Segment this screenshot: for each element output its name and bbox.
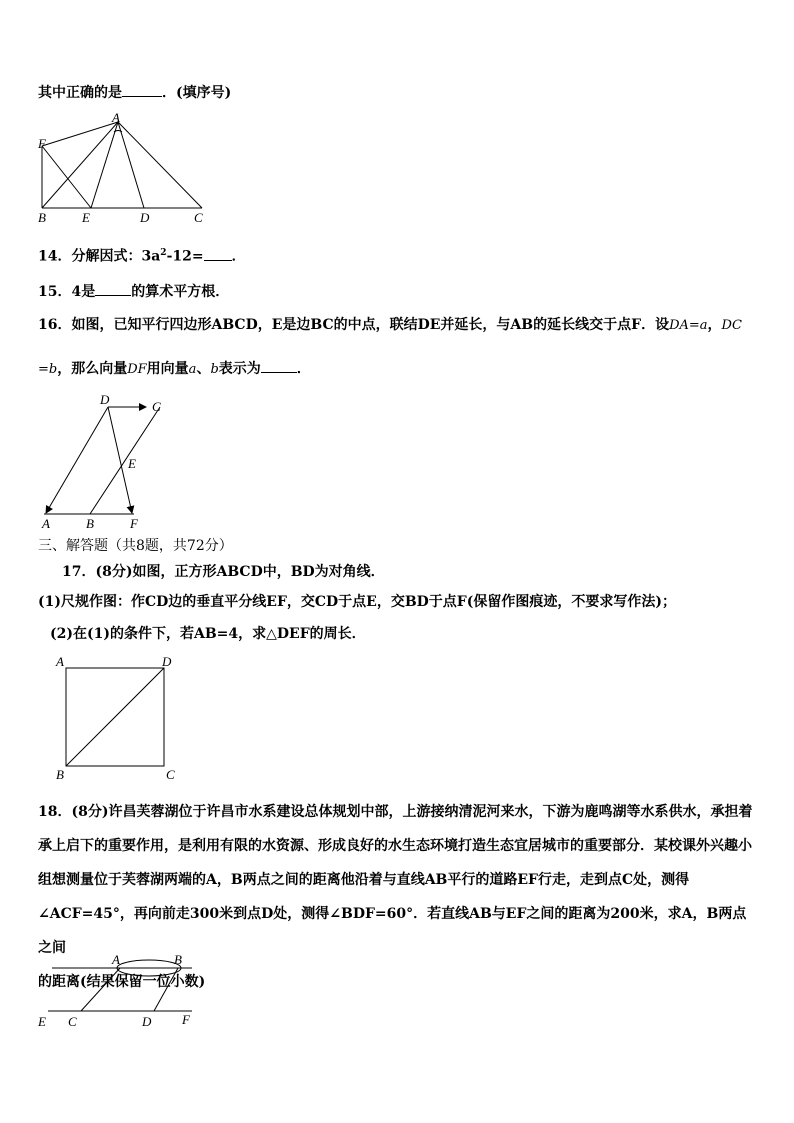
question-15 xyxy=(38,281,229,301)
q15-prefix: 15．4是 xyxy=(38,284,96,300)
question-17-stem: 17．(8分)如图，正方形ABCD中，BD为对角线． xyxy=(62,564,385,580)
q14-rest: -12= xyxy=(166,248,204,265)
q14-prefix: 14．分解因式：3a xyxy=(38,248,161,265)
label-D: D xyxy=(100,392,110,407)
label-C: C xyxy=(166,767,175,782)
q14-end: ． xyxy=(231,248,246,265)
figure-16-diagram xyxy=(36,392,176,532)
label-E: E xyxy=(38,1014,46,1029)
q14-exponent: 2 xyxy=(160,248,167,258)
q13-suffix: ．(填序号) xyxy=(162,85,232,101)
question-17-part-1: (1)尺规作图：作CD边的垂直平分线EF，交CD于点E，交BD于点F(保留作图痕迹，不要求写作法)； xyxy=(38,594,676,610)
section-3-heading: 三、解答题（共8题，共72分） xyxy=(38,538,233,554)
figure-17-square xyxy=(54,654,184,784)
label-A: A xyxy=(56,654,64,669)
label-C: C xyxy=(68,1014,77,1029)
figure-13-diagram xyxy=(36,110,216,225)
question-16-line-1 xyxy=(38,316,742,335)
label-E: E xyxy=(128,456,136,471)
q16-end: ． xyxy=(296,361,311,377)
label-C: C xyxy=(194,210,203,225)
vector-DA: DA xyxy=(669,318,689,333)
vector-b: b xyxy=(210,362,219,377)
answer-blank xyxy=(95,281,131,296)
answer-blank xyxy=(122,82,162,97)
q16-comma: ， xyxy=(707,317,722,333)
label-F: F xyxy=(130,516,138,531)
q16-sep: 、 xyxy=(196,361,211,377)
q16-text-3: 用向量 xyxy=(146,361,189,377)
q18-line-5: 的距离(结果保留一位小数) xyxy=(38,974,206,990)
label-A: A xyxy=(42,516,50,531)
q16-text-4: 表示为 xyxy=(218,361,261,377)
q18-line-4: ∠ACF=45°，再向前走300米到点D处，测得∠BDF=60°．若直线AB与EF之间的距离为200米，求A，B两点之间 xyxy=(38,906,747,956)
vector-DC: DC xyxy=(721,318,742,333)
label-D: D xyxy=(162,654,172,669)
q15-suffix: 的算术平方根． xyxy=(131,284,230,300)
q18-line-3: 组想测量位于芙蓉湖两端的A，B两点之间的距离他沿着与直线AB平行的道路EF行走，走到点C处，测得 xyxy=(38,872,690,888)
q18-line-2: 承上启下的重要作用，是利用有限的水资源、形成良好的水生态环境打造生态宜居城市的重要部分．某校课外兴趣小 xyxy=(38,838,752,854)
label-F: F xyxy=(38,136,46,151)
q13-answer-line xyxy=(38,82,231,102)
figure-18-lake-diagram xyxy=(36,948,206,1032)
label-B: B xyxy=(56,767,64,782)
answer-blank xyxy=(261,358,297,373)
label-D: D xyxy=(140,210,150,225)
question-14 xyxy=(38,244,246,266)
label-B: B xyxy=(86,516,94,531)
label-F: F xyxy=(182,1012,190,1027)
label-A: A xyxy=(112,952,120,967)
vector-a: a xyxy=(188,362,197,377)
label-D: D xyxy=(142,1014,152,1029)
label-B: B xyxy=(174,952,182,967)
answer-blank xyxy=(204,246,232,261)
label-A: A xyxy=(112,110,120,125)
vector-DF: DF xyxy=(127,362,147,377)
label-C: C xyxy=(152,399,161,414)
label-B: B xyxy=(38,210,46,225)
q16-eq-a: =a xyxy=(688,318,708,333)
q18-line-1: 18．(8分)许昌芙蓉湖位于许昌市水系建设总体规划中部，上游接纳清泥河来水，下游为鹿鸣湖等水系供水，承担着 xyxy=(38,804,753,820)
question-17-part-2: (2)在(1)的条件下，若AB=4，求△DEF的周长． xyxy=(50,626,366,642)
q16-text-2: ，那么向量 xyxy=(57,361,128,377)
q16-eq-b: =b xyxy=(38,362,58,377)
q16-text: 16．如图，已知平行四边形ABCD，E是边BC的中点，联结DE并延长，与AB的延长线交于点F．设 xyxy=(38,317,670,333)
question-16-line-2 xyxy=(38,358,311,379)
label-E: E xyxy=(82,210,90,225)
q13-text: 其中正确的是 xyxy=(38,85,122,101)
